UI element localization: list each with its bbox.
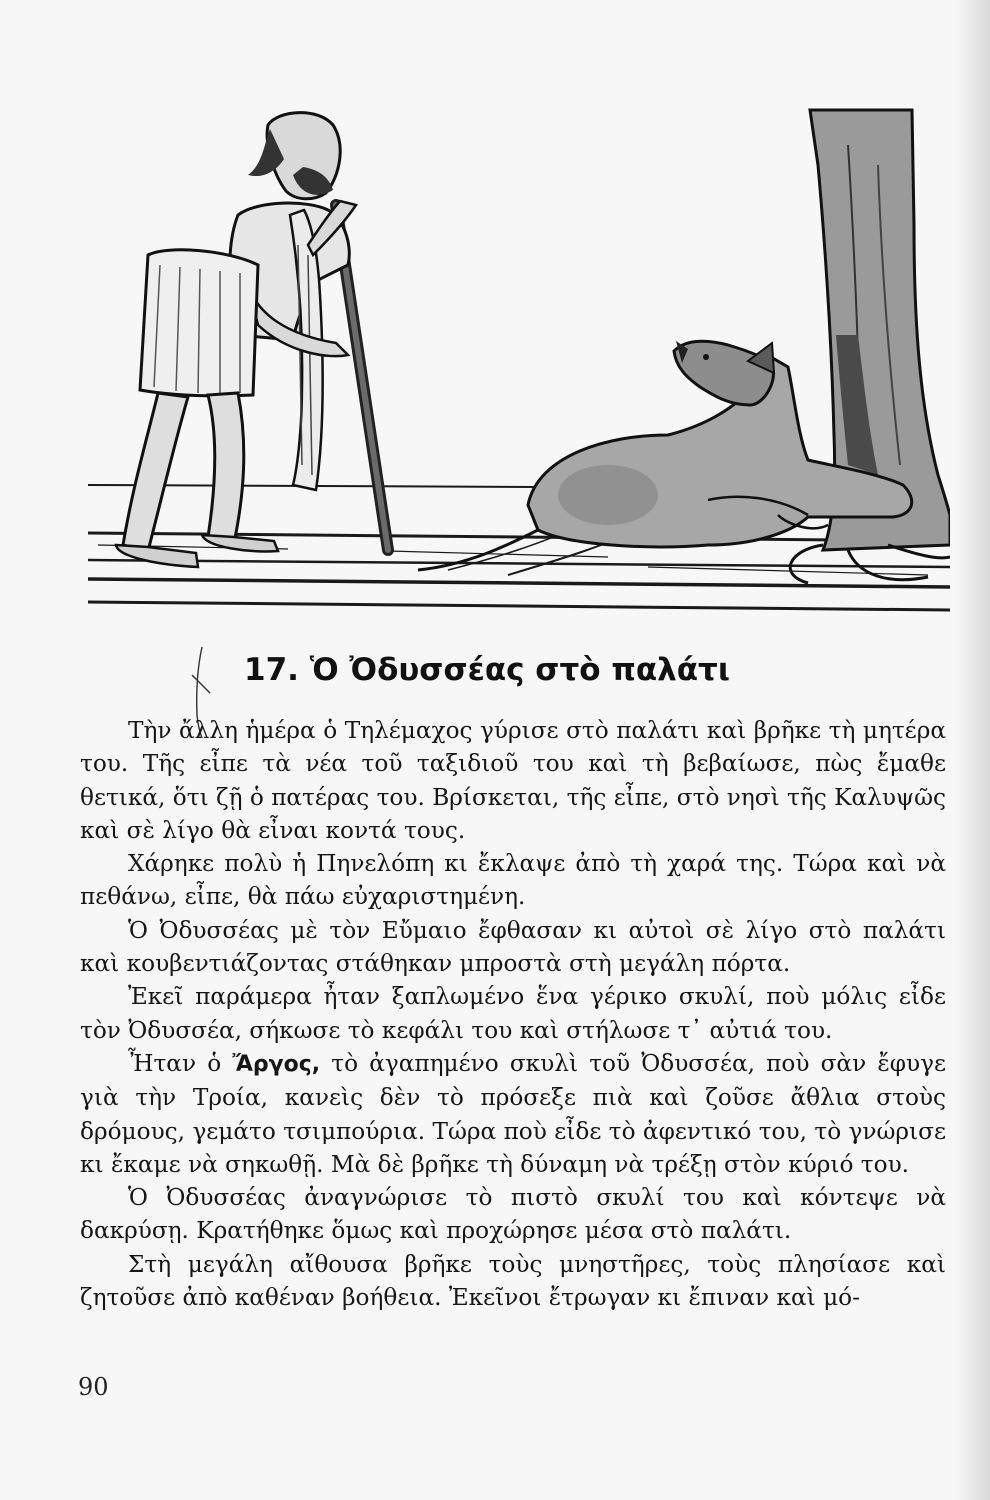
chapter-body [80,714,946,1314]
chapter-title: 17. Ὁ Ὀδυσσέας στὸ παλάτι [244,652,730,688]
paragraph: Χάρηκε πολὺ ἡ Πηνελόπη κι ἔκλαψε ἀπὸ τὴ χαρά της. Τώρα καὶ νὰ πεθάνω, εἶπε, θὰ πάω εὐχαριστημένη. [80,850,946,911]
paragraph: Στὴ μεγάλη αἴθουσα βρῆκε τοὺς μνηστῆρες, τοὺς πλησίασε καὶ ζητοῦσε ἀπὸ καθέναν βοήθεια. Ἐκεῖνοι ἔτρωγαν κι ἔπιναν καὶ μό- [80,1250,946,1312]
paragraph: Ὁ Ὀδυσσέας μὲ τὸν Εὔμαιο ἔφθασαν κι αὐτοὶ σὲ λίγο στὸ παλάτι καὶ κουβεντιάζοντας στάθηκαν μπροστὰ στὴ μεγάλη πόρτα. [80,916,946,978]
paragraph-text: τὸ ἀγαπημένο σκυλὶ τοῦ Ὀδυσσέα, ποὺ σὰν ἔφυγε γιὰ τὴν Τροία, κανεὶς δὲν τὸ πρόσεξε πιὰ καὶ ζοῦσε ἄθλια στοὺς δρόμους, γεμάτο τσιμπούρια. Τώρα ποὺ εἶδε τὸ ἀφεντικό του, τὸ γνώρισε κι ἔκαμε νὰ σηκωθῇ. Μὰ δὲ βρῆκε τὴ δύναμη νὰ τρέξῃ στὸν κύριό του. [80,1049,946,1178]
illustration-odysseus-argos [88,105,950,615]
page-spine-shadow [956,0,990,1500]
paragraph: Ἐκεῖ παράμερα ἦταν ξαπλωμένο ἕνα γέρικο σκυλί, ποὺ μόλις εἶδε τὸν Ὀδυσσέα, σήκωσε τὸ κεφάλι του καὶ στήλωσε τ᾽ αὐτιά του. [80,983,946,1044]
paragraph-text: Ἦταν ὁ [128,1049,233,1077]
paragraph-argos [80,1047,946,1181]
page-number: 90 [78,1373,109,1401]
argos-name: Ἄργος, [232,1051,321,1077]
paragraph: Ὁ Ὀδυσσέας ἀναγνώρισε τὸ πιστὸ σκυλί του καὶ κόντεψε νὰ δακρύσῃ. Κρατήθηκε ὅμως καὶ προχώρησε μέσα στὸ παλάτι. [80,1184,946,1245]
man-odysseus [116,113,388,567]
paragraph: Τὴν ἄλλη ἡμέρα ὁ Τηλέμαχος γύρισε στὸ παλάτι καὶ βρῆκε τὴ μητέρα του. Τῆς εἶπε τὰ νέα τοῦ ταξιδιοῦ του καὶ τὴ βεβαίωσε, πὼς ἔμαθε θετικά, ὅτι ζῇ ὁ πατέρας του. Βρίσκεται, τῆς εἶπε, στὸ νησὶ τῆς Καλυψῶς καὶ σὲ λίγο θὰ εἶναι κοντά τους. [80,717,946,844]
